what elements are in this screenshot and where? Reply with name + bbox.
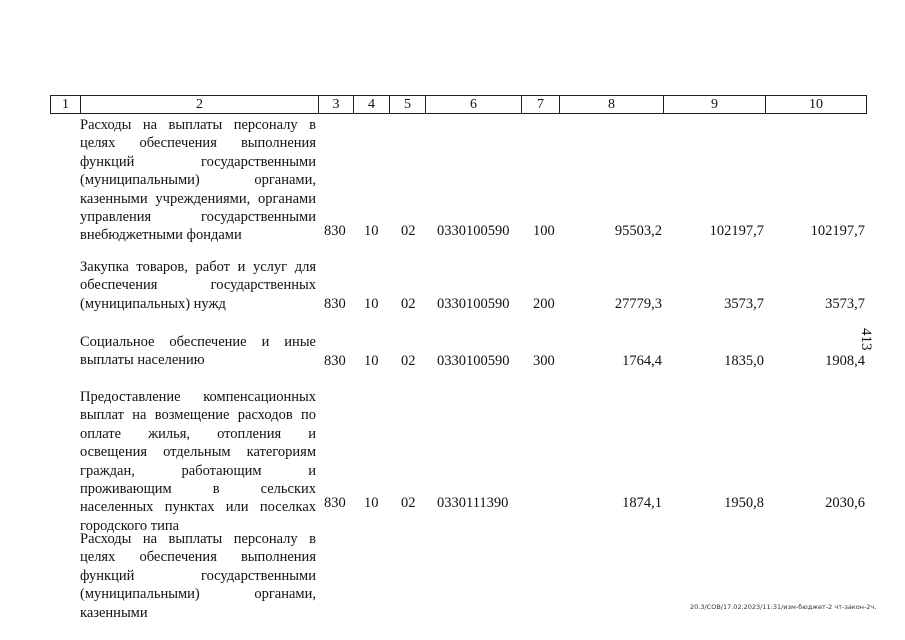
cell-col5: 02 [401, 222, 416, 239]
table-row [0, 258, 905, 313]
table-row [0, 388, 905, 534]
document-footer: 20.3/СОВ/17.02.2023/11:31/изм-бюджет-2 чт-закон-2ч. [690, 603, 877, 611]
column-number-cell: 4 [354, 96, 390, 114]
column-header-table [50, 95, 867, 114]
cell-col5: 02 [401, 352, 416, 369]
column-number-cell: 2 [81, 96, 319, 114]
cell-col3: 830 [324, 352, 346, 369]
cell-col4: 10 [364, 352, 379, 369]
column-number-cell: 7 [522, 96, 560, 114]
cell-col10: 3573,7 [825, 295, 865, 312]
column-number-cell: 5 [390, 96, 426, 114]
column-number-cell: 1 [51, 96, 81, 114]
table-row [0, 333, 905, 370]
cell-col3: 830 [324, 295, 346, 312]
cell-col6: 0330100590 [437, 295, 510, 312]
cell-col8: 1874,1 [622, 494, 662, 511]
row-description: Социальное обеспечение и иные выплаты населению [80, 334, 316, 369]
cell-col3: 830 [324, 222, 346, 239]
cell-col3: 830 [324, 494, 346, 511]
cell-col10: 1908,4 [825, 352, 865, 369]
column-number-cell: 10 [766, 96, 867, 114]
cell-col7: 300 [533, 352, 555, 369]
cell-col9: 3573,7 [724, 295, 764, 312]
cell-col8: 27779,3 [614, 295, 662, 312]
column-number-row [51, 96, 867, 114]
column-number-cell: 3 [319, 96, 354, 114]
cell-col8: 1764,4 [622, 352, 662, 369]
column-number-cell: 6 [426, 96, 522, 114]
cell-col9: 1835,0 [724, 352, 764, 369]
row-description: Закупка товаров, работ и услуг для обеспечения государственных (муниципальных) нужд [80, 259, 316, 312]
cell-col6: 0330100590 [437, 352, 510, 369]
cell-col5: 02 [401, 494, 416, 511]
cell-col10: 2030,6 [825, 494, 865, 511]
cell-col8: 95503,2 [614, 222, 662, 239]
cell-col6: 0330111390 [437, 494, 509, 511]
row-description: Предоставление компенсационных выплат на возмещение расходов по оплате жилья, отопления и освещения отдельным категориям граждан, работающим и проживающим в сельских населенных пунктах или поселках городского типа [80, 389, 316, 534]
table-row [0, 116, 905, 244]
page-number: 413 [858, 328, 874, 351]
cell-col6: 0330100590 [437, 222, 510, 239]
cell-col7: 100 [533, 222, 555, 239]
cell-col9: 102197,7 [709, 222, 764, 239]
cell-col10: 102197,7 [810, 222, 865, 239]
cell-col4: 10 [364, 295, 379, 312]
column-number-cell: 9 [664, 96, 766, 114]
column-number-cell: 8 [560, 96, 664, 114]
cell-col5: 02 [401, 295, 416, 312]
row-description: Расходы на выплаты персоналу в целях обеспечения выполнения функций государственными (муниципальными) органами, казенными [80, 531, 316, 621]
cell-col4: 10 [364, 222, 379, 239]
cell-col4: 10 [364, 494, 379, 511]
cell-col9: 1950,8 [724, 494, 764, 511]
cell-col7: 200 [533, 295, 555, 312]
row-description: Расходы на выплаты персоналу в целях обеспечения выполнения функций государственными (муниципальными) органами, казенными учреждениями, органами управления государственными внебюджетными фондами [80, 117, 316, 244]
